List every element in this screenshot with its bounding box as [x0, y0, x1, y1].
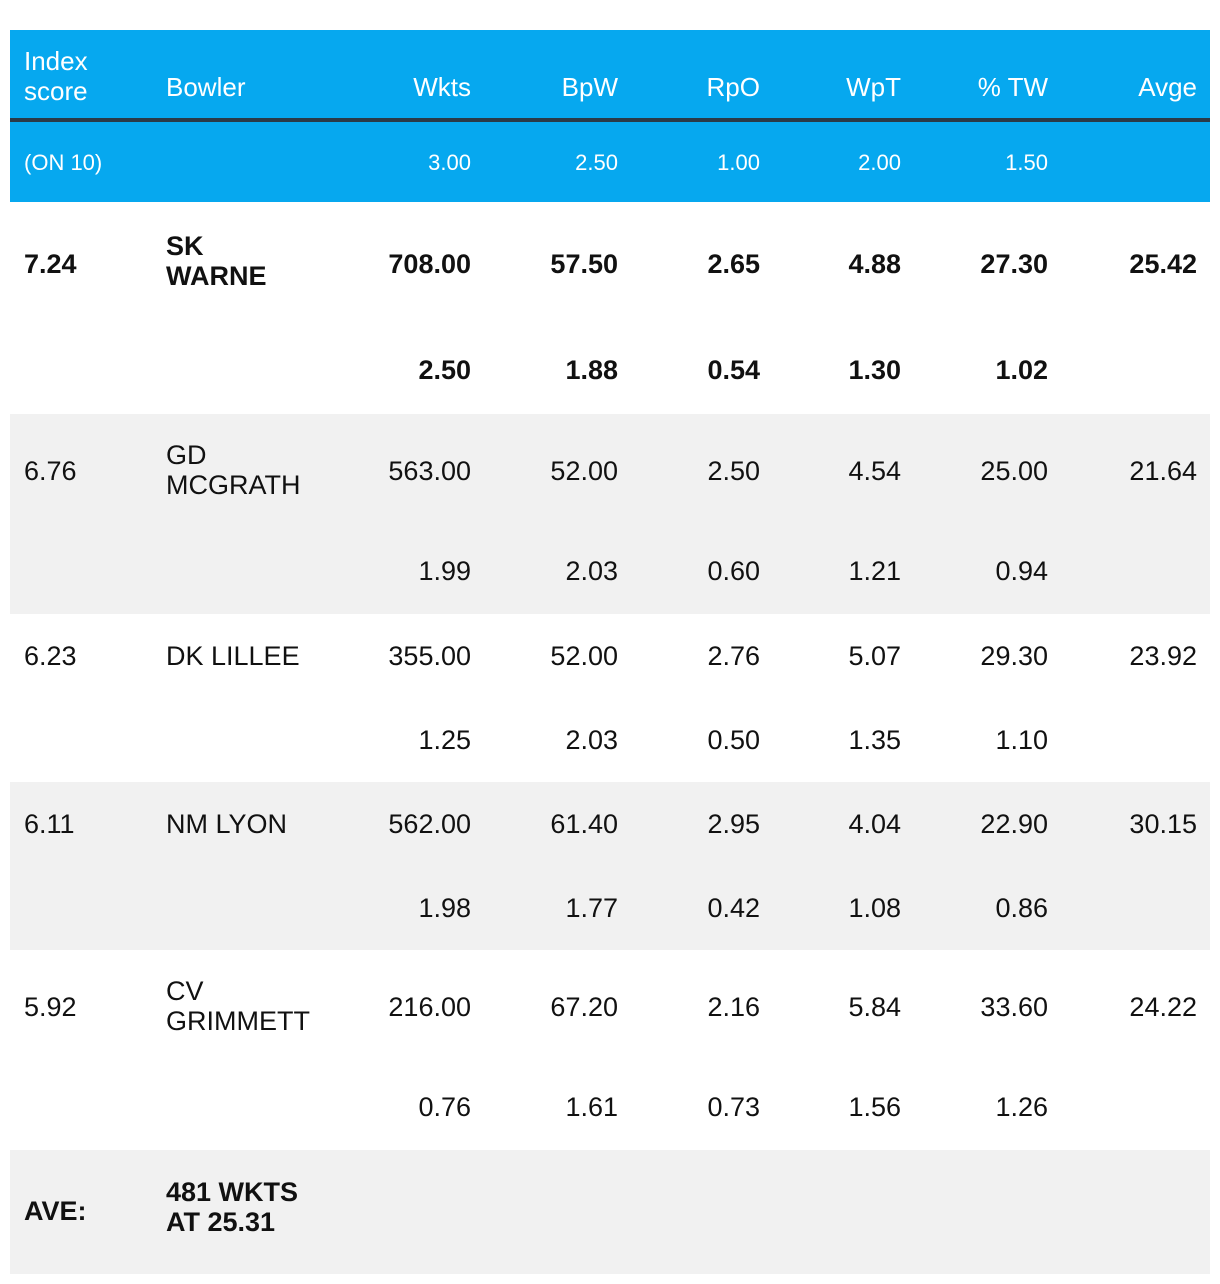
- pct-tw-score: 1.02: [995, 355, 1048, 385]
- bowler-name-line2: MCGRATH: [166, 470, 301, 500]
- bowler-name-line2: WARNE: [166, 261, 267, 291]
- bpw-value: 52.00: [550, 456, 618, 486]
- bpw-value: 67.20: [550, 992, 618, 1022]
- wpt-value: 4.04: [848, 809, 901, 839]
- rpo-value: 2.50: [707, 456, 760, 486]
- wpt-score: 1.21: [848, 556, 901, 586]
- table-row: [10, 782, 1210, 950]
- average-label: AVE:: [24, 1196, 87, 1226]
- wkts-score: 1.98: [418, 893, 471, 923]
- pct-tw-value: 33.60: [980, 992, 1048, 1022]
- weight-pct-tw: 1.50: [1005, 150, 1048, 175]
- rpo-value: 2.16: [707, 992, 760, 1022]
- avge-value: 23.92: [1129, 641, 1197, 671]
- bowler-name-line2: GRIMMETT: [166, 1006, 310, 1036]
- index-score: 7.24: [24, 249, 77, 279]
- wpt-score: 1.56: [848, 1092, 901, 1122]
- rpo-value: 2.95: [707, 809, 760, 839]
- pct-tw-value: 29.30: [980, 641, 1048, 671]
- header-bowler: Bowler: [166, 72, 246, 102]
- wkts-score: 2.50: [418, 355, 471, 385]
- pct-tw-score: 0.86: [995, 893, 1048, 923]
- pct-tw-score: 1.26: [995, 1092, 1048, 1122]
- pct-tw-score: 0.94: [995, 556, 1048, 586]
- weights-row: [10, 122, 1210, 202]
- average-summary-line2: AT 25.31: [166, 1207, 276, 1237]
- bowler-name-line1: CV: [166, 976, 204, 1006]
- wkts-value: 563.00: [388, 456, 471, 486]
- bowler-name-line1: GD: [166, 440, 207, 470]
- wkts-value: 216.00: [388, 992, 471, 1022]
- table-row: [10, 414, 1210, 614]
- avge-value: 25.42: [1129, 249, 1197, 279]
- pct-tw-score: 1.10: [995, 725, 1048, 755]
- index-score: 6.11: [24, 809, 75, 839]
- rpo-score: 0.54: [707, 355, 760, 385]
- bowler-name: [166, 231, 267, 291]
- wpt-score: 1.08: [848, 893, 901, 923]
- avge-value: 30.15: [1129, 809, 1197, 839]
- bowler-name: DK LILLEE: [166, 641, 300, 671]
- header-wpt: WpT: [846, 72, 901, 102]
- weight-wpt: 2.00: [858, 150, 901, 175]
- weights-label: (ON 10): [24, 150, 103, 175]
- bowler-name: [166, 440, 301, 500]
- average-summary-line1: 481 WKTS: [166, 1177, 299, 1207]
- rpo-score: 0.50: [707, 725, 760, 755]
- index-score: 6.23: [24, 641, 77, 671]
- average-row: [10, 1150, 1210, 1274]
- bpw-score: 1.61: [565, 1092, 618, 1122]
- bowler-name-line1: SK: [166, 231, 204, 261]
- bowler-name: NM LYON: [166, 809, 288, 839]
- bpw-score: 2.03: [565, 725, 618, 755]
- wpt-value: 5.84: [848, 992, 901, 1022]
- bpw-value: 52.00: [550, 641, 618, 671]
- wkts-score: 0.76: [418, 1092, 471, 1122]
- pct-tw-value: 25.00: [980, 456, 1048, 486]
- pct-tw-value: 27.30: [980, 249, 1048, 279]
- rpo-value: 2.76: [707, 641, 760, 671]
- weight-rpo: 1.00: [717, 150, 760, 175]
- table-row: [10, 202, 1210, 414]
- header-avge: Avge: [1138, 72, 1197, 102]
- header-pct-tw: % TW: [977, 72, 1048, 102]
- avge-value: 21.64: [1129, 456, 1197, 486]
- bpw-value: 57.50: [550, 249, 618, 279]
- table-header: [10, 30, 1210, 122]
- index-score: 6.76: [24, 456, 77, 486]
- table-row: [10, 950, 1210, 1150]
- weight-bpw: 2.50: [575, 150, 618, 175]
- rpo-score: 0.60: [707, 556, 760, 586]
- avge-value: 24.22: [1129, 992, 1197, 1022]
- index-score: 5.92: [24, 992, 77, 1022]
- wpt-score: 1.35: [848, 725, 901, 755]
- bowler-name: [166, 976, 310, 1036]
- rpo-score: 0.42: [707, 893, 760, 923]
- wkts-value: 355.00: [388, 641, 471, 671]
- header-bpw: BpW: [561, 72, 618, 102]
- bpw-score: 1.77: [565, 893, 618, 923]
- wpt-value: 5.07: [848, 641, 901, 671]
- wkts-score: 1.25: [418, 725, 471, 755]
- rpo-score: 0.73: [707, 1092, 760, 1122]
- bpw-score: 2.03: [565, 556, 618, 586]
- table-row: [10, 614, 1210, 782]
- wpt-value: 4.88: [848, 249, 901, 279]
- bpw-score: 1.88: [565, 355, 618, 385]
- header-wkts: Wkts: [413, 72, 471, 102]
- header-index-score: [24, 46, 88, 106]
- wkts-score: 1.99: [418, 556, 471, 586]
- header-index-line2: score: [24, 76, 88, 106]
- rpo-value: 2.65: [707, 249, 760, 279]
- average-summary: [166, 1177, 298, 1237]
- wpt-score: 1.30: [848, 355, 901, 385]
- wpt-value: 4.54: [848, 456, 901, 486]
- weight-wkts: 3.00: [428, 150, 471, 175]
- bowler-index-table: [10, 30, 1210, 1274]
- header-rpo: RpO: [706, 72, 760, 102]
- pct-tw-value: 22.90: [980, 809, 1048, 839]
- wkts-value: 562.00: [388, 809, 471, 839]
- bpw-value: 61.40: [550, 809, 618, 839]
- wkts-value: 708.00: [388, 249, 471, 279]
- header-index-line1: Index: [24, 46, 88, 76]
